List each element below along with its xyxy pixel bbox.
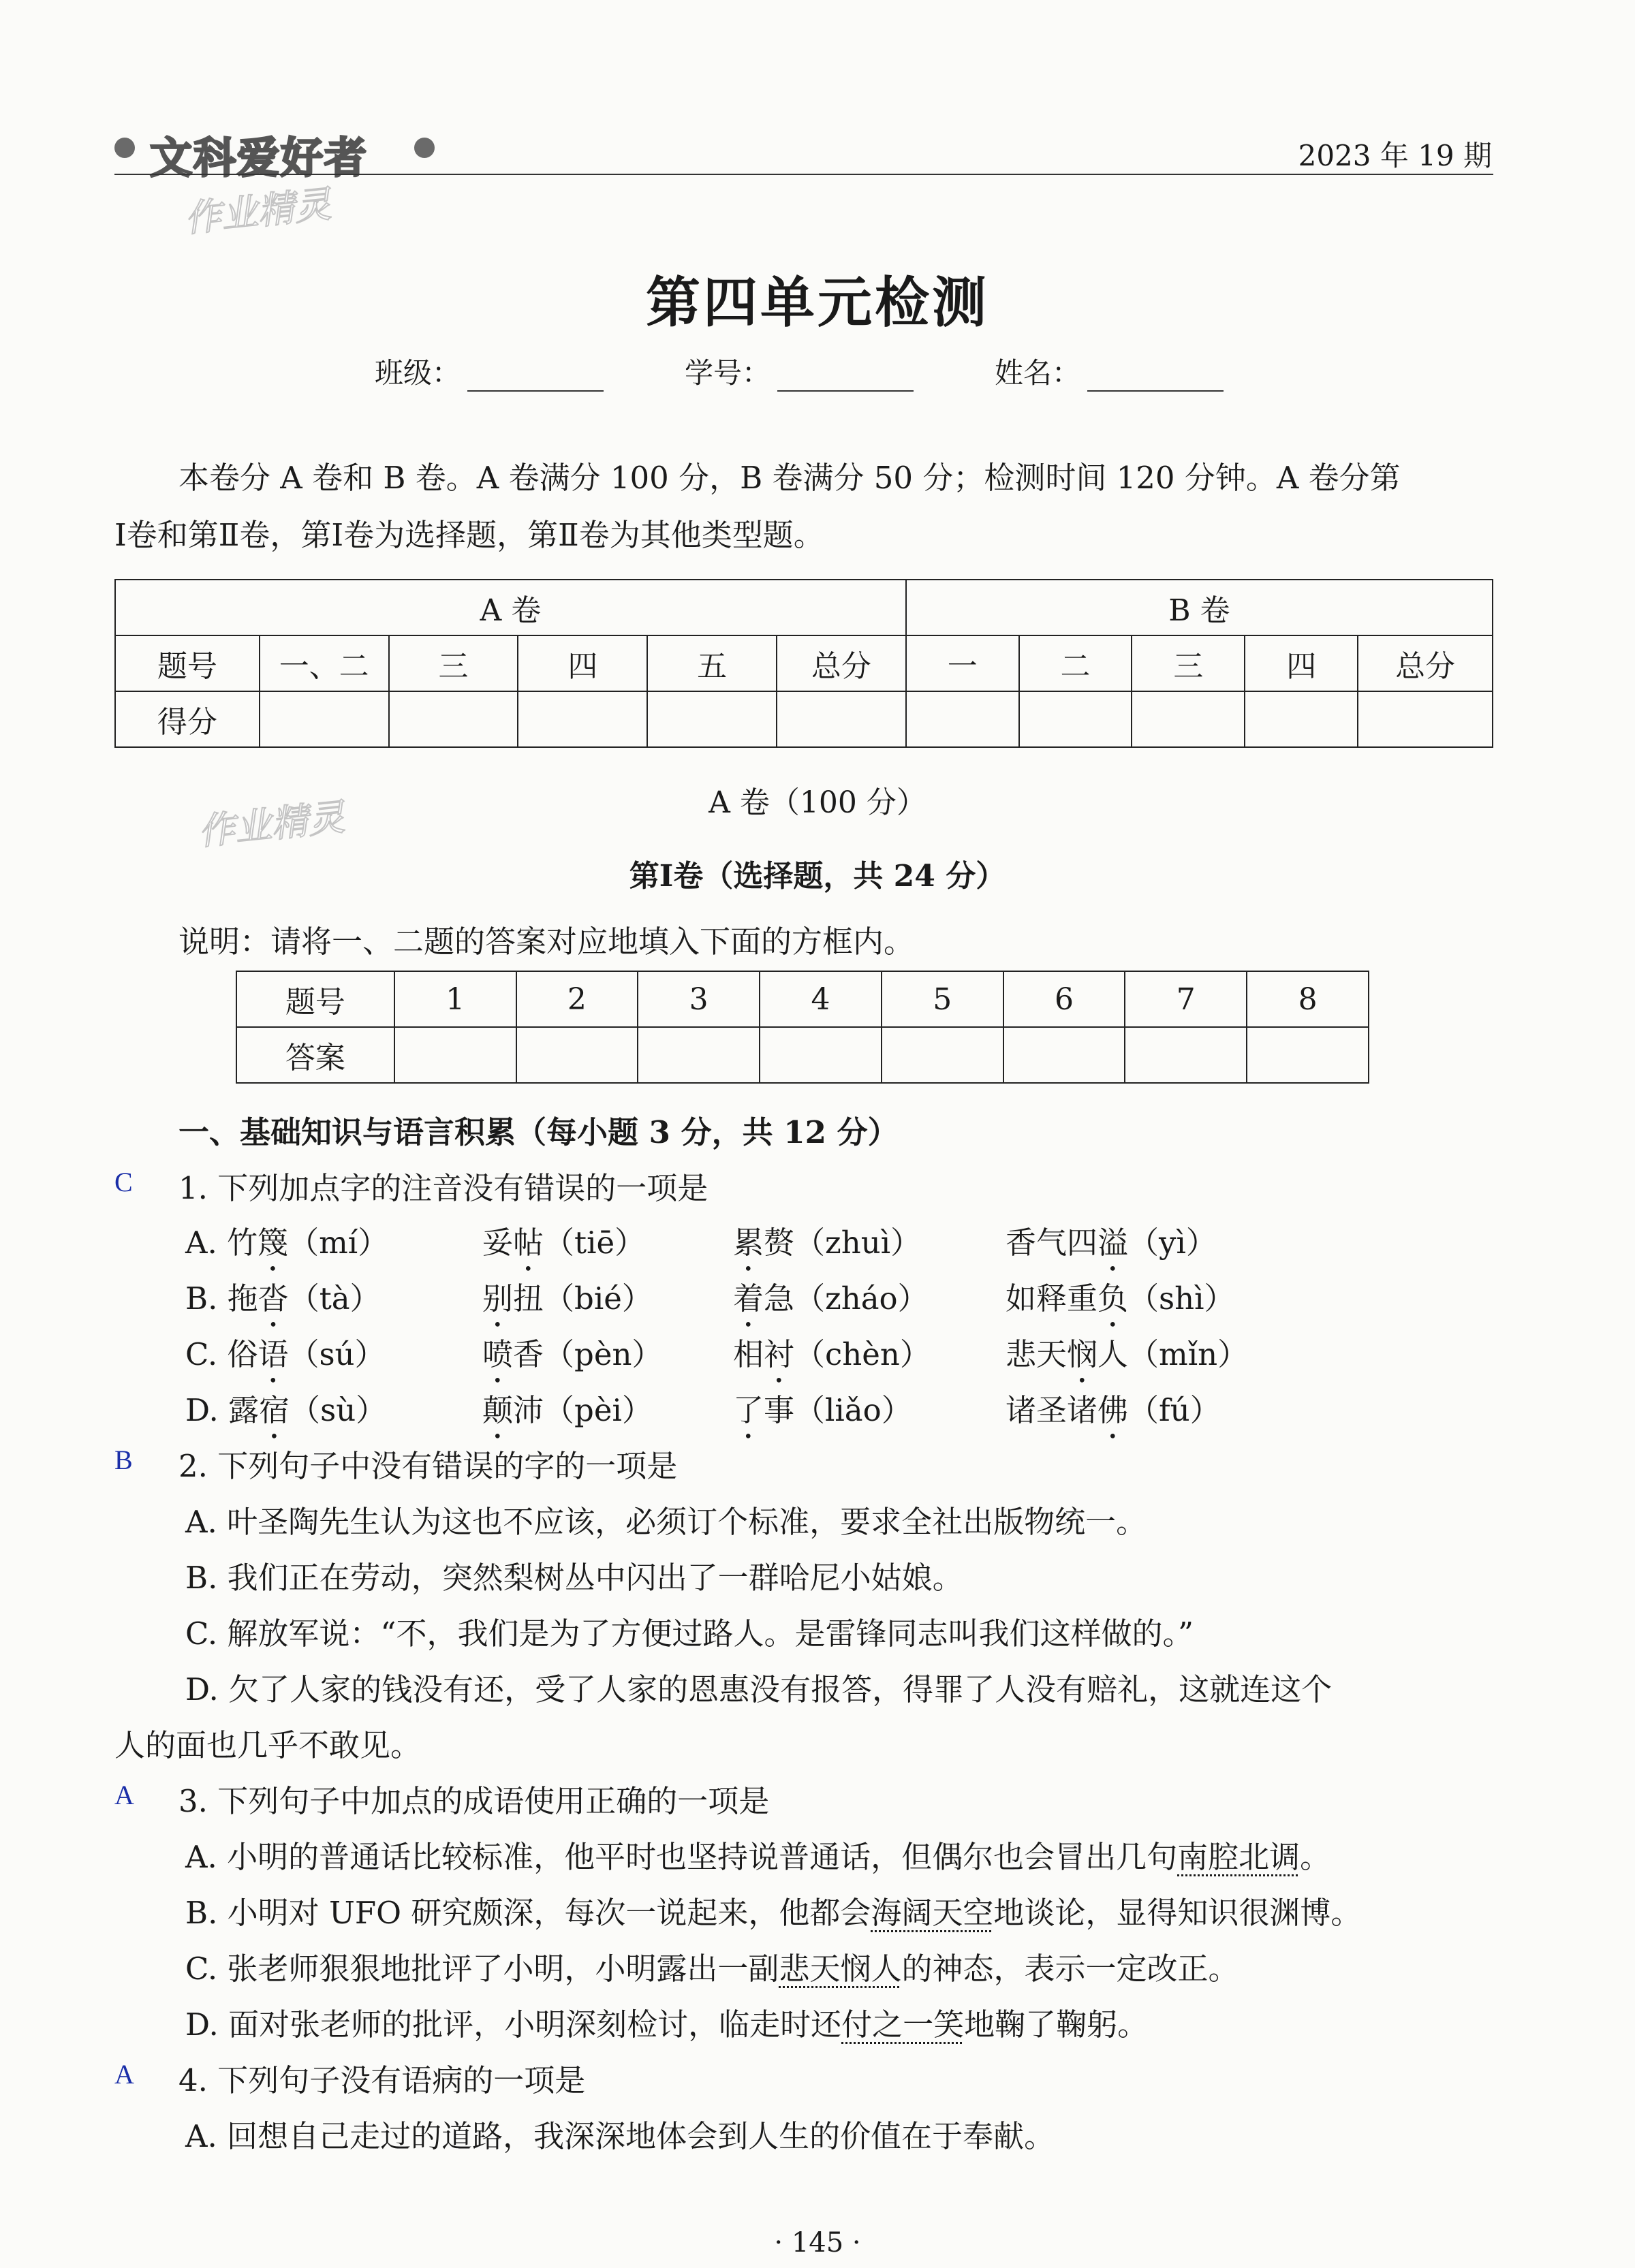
masthead-logo xyxy=(114,124,435,183)
answer-cell[interactable] xyxy=(516,1027,638,1083)
page-title: 第四单元检测 xyxy=(646,270,989,334)
option-b: B. 小明对 UFO 研究颇深，每次一说起来，他都会海阔天空地谈论，显得知识很渊博。 xyxy=(185,1895,1362,1931)
intro-line: Ⅰ卷和第Ⅱ卷，第Ⅰ卷为选择题，第Ⅱ卷为其他类型题。 xyxy=(114,517,824,553)
row-label: 得分 xyxy=(115,691,260,747)
section-one-heading: 一、基础知识与语言积累（每小题 3 分，共 12 分） xyxy=(178,1114,899,1150)
column-header: 总分 xyxy=(777,635,906,691)
name-blank xyxy=(1087,366,1224,392)
issue-number: 2023 年 19 期 xyxy=(1298,139,1492,172)
option-b: B. 拖沓（tà） xyxy=(185,1280,381,1317)
question-number: 4 xyxy=(760,971,882,1027)
handwritten-answer: A xyxy=(114,1780,134,1810)
column-header: 二 xyxy=(1019,635,1132,691)
question-stem: 4. 下列句子没有语病的一项是 xyxy=(178,2062,586,2098)
option-c: 悲天悯人（mǐn） xyxy=(1006,1336,1249,1372)
question-number: 3 xyxy=(638,971,760,1027)
class-field xyxy=(375,351,604,392)
question-stem: 2. 下列句子中没有错误的字的一项是 xyxy=(178,1448,678,1484)
intro-line: 本卷分 A 卷和 B 卷。A 卷满分 100 分，B 卷满分 50 分；检测时间 120 分钟。A 卷分第 xyxy=(178,460,1401,496)
column-header: 总分 xyxy=(1358,635,1493,691)
score-cell[interactable] xyxy=(518,691,647,747)
option-c: C. 张老师狠狠地批评了小明，小明露出一副悲天悯人的神态，表示一定改正。 xyxy=(185,1951,1239,1987)
question-stem: 3. 下列句子中加点的成语使用正确的一项是 xyxy=(178,1783,770,1819)
column-header: 五 xyxy=(647,635,777,691)
handwritten-answer: B xyxy=(114,1445,133,1475)
question-stem: 1. 下列加点字的注音没有错误的一项是 xyxy=(178,1170,708,1206)
option-d: 了事（liǎo） xyxy=(733,1392,912,1428)
question-number: 7 xyxy=(1125,971,1247,1027)
option-c: 相衬（chèn） xyxy=(733,1336,931,1372)
score-cell[interactable] xyxy=(777,691,906,747)
watermark: 作业精灵 xyxy=(196,795,347,854)
column-header: 四 xyxy=(518,635,647,691)
option-b: B. 我们正在劳动，突然梨树丛中闪出了一群哈尼小姑娘。 xyxy=(185,1560,963,1596)
a-paper-header: A 卷 xyxy=(115,580,906,635)
bullet-dot-icon xyxy=(114,138,135,158)
part-one-heading: 第Ⅰ卷（选择题，共 24 分） xyxy=(629,859,1006,894)
bullet-dot-icon xyxy=(414,138,435,158)
id-field xyxy=(685,351,914,392)
score-cell[interactable] xyxy=(906,691,1019,747)
question-number: 2 xyxy=(516,971,638,1027)
column-header: 三 xyxy=(1132,635,1245,691)
row-label: 题号 xyxy=(236,971,394,1027)
answer-table xyxy=(236,971,1369,1084)
option-d-continued: 人的面也几乎不敢见。 xyxy=(114,1727,422,1763)
score-cell[interactable] xyxy=(1245,691,1358,747)
class-blank xyxy=(467,366,604,392)
class-label: 班级： xyxy=(375,356,461,390)
option-a: 妥帖（tiē） xyxy=(482,1225,646,1261)
option-a: 累赘（zhuì） xyxy=(733,1225,922,1261)
option-a: A. 竹篾（mí） xyxy=(185,1225,389,1261)
question-number: 5 xyxy=(882,971,1003,1027)
option-d: D. 欠了人家的钱没有还，受了人家的恩惠没有报答，得罪了人没有赔礼，这就连这个 xyxy=(185,1671,1333,1707)
instruction-note: 说明：请将一、二题的答案对应地填入下面的方框内。 xyxy=(178,924,915,960)
score-cell[interactable] xyxy=(647,691,777,747)
page-number: · 145 · xyxy=(774,2227,861,2258)
brand-name: 文科爱好者 xyxy=(150,133,369,183)
b-paper-header: B 卷 xyxy=(906,580,1493,635)
option-d: 诸圣诸佛（fú） xyxy=(1006,1392,1221,1428)
column-header: 四 xyxy=(1245,635,1358,691)
watermark: 作业精灵 xyxy=(182,182,334,241)
answer-cell[interactable] xyxy=(1003,1027,1125,1083)
section-a-heading: A 卷（100 分） xyxy=(708,785,926,820)
option-b: 如释重负（shì） xyxy=(1006,1280,1235,1317)
score-cell[interactable] xyxy=(1019,691,1132,747)
answer-cell[interactable] xyxy=(1247,1027,1369,1083)
option-b: 别扭（bié） xyxy=(482,1280,653,1317)
answer-cell[interactable] xyxy=(1125,1027,1247,1083)
name-field xyxy=(995,351,1224,392)
question-number: 1 xyxy=(394,971,516,1027)
score-cell[interactable] xyxy=(1132,691,1245,747)
question-number: 6 xyxy=(1003,971,1125,1027)
answer-cell[interactable] xyxy=(394,1027,516,1083)
option-a: 香气四溢（yì） xyxy=(1006,1225,1217,1261)
score-cell[interactable] xyxy=(389,691,518,747)
option-b: 着急（zháo） xyxy=(733,1280,929,1317)
answer-cell[interactable] xyxy=(882,1027,1003,1083)
handwritten-answer: C xyxy=(114,1167,133,1197)
option-d: D. 露宿（sù） xyxy=(185,1392,387,1428)
option-c: C. 解放军说：“不，我们是为了方便过路人。是雷锋同志叫我们这样做的。” xyxy=(185,1616,1194,1652)
option-c: 喷香（pèn） xyxy=(482,1336,663,1372)
id-label: 学号： xyxy=(685,356,771,390)
answer-cell[interactable] xyxy=(638,1027,760,1083)
option-c: C. 俗语（sú） xyxy=(185,1336,386,1372)
option-d: 颠沛（pèi） xyxy=(482,1392,653,1428)
question-number: 8 xyxy=(1247,971,1369,1027)
answer-cell[interactable] xyxy=(760,1027,882,1083)
option-a: A. 小明的普通话比较标准，他平时也坚持说普通话，但偶尔也会冒出几句南腔北调。 xyxy=(185,1839,1331,1875)
id-blank xyxy=(777,366,914,392)
option-a: A. 回想自己走过的道路，我深深地体会到人生的价值在于奉献。 xyxy=(185,2118,1055,2154)
score-cell[interactable] xyxy=(1358,691,1493,747)
row-label: 答案 xyxy=(236,1027,394,1083)
column-header: 一、二 xyxy=(260,635,389,691)
name-label: 姓名： xyxy=(995,356,1081,390)
handwritten-answer: A xyxy=(114,2059,134,2090)
score-cell[interactable] xyxy=(260,691,389,747)
header-rule xyxy=(114,174,1493,175)
option-d: D. 面对张老师的批评，小明深刻检讨，临走时还付之一笑地鞠了鞠躬。 xyxy=(185,2006,1149,2043)
row-label: 题号 xyxy=(115,635,260,691)
score-table xyxy=(114,579,1493,748)
column-header: 一 xyxy=(906,635,1019,691)
option-a: A. 叶圣陶先生认为这也不应该，必须订个标准，要求全社出版物统一。 xyxy=(185,1504,1147,1540)
column-header: 三 xyxy=(389,635,518,691)
